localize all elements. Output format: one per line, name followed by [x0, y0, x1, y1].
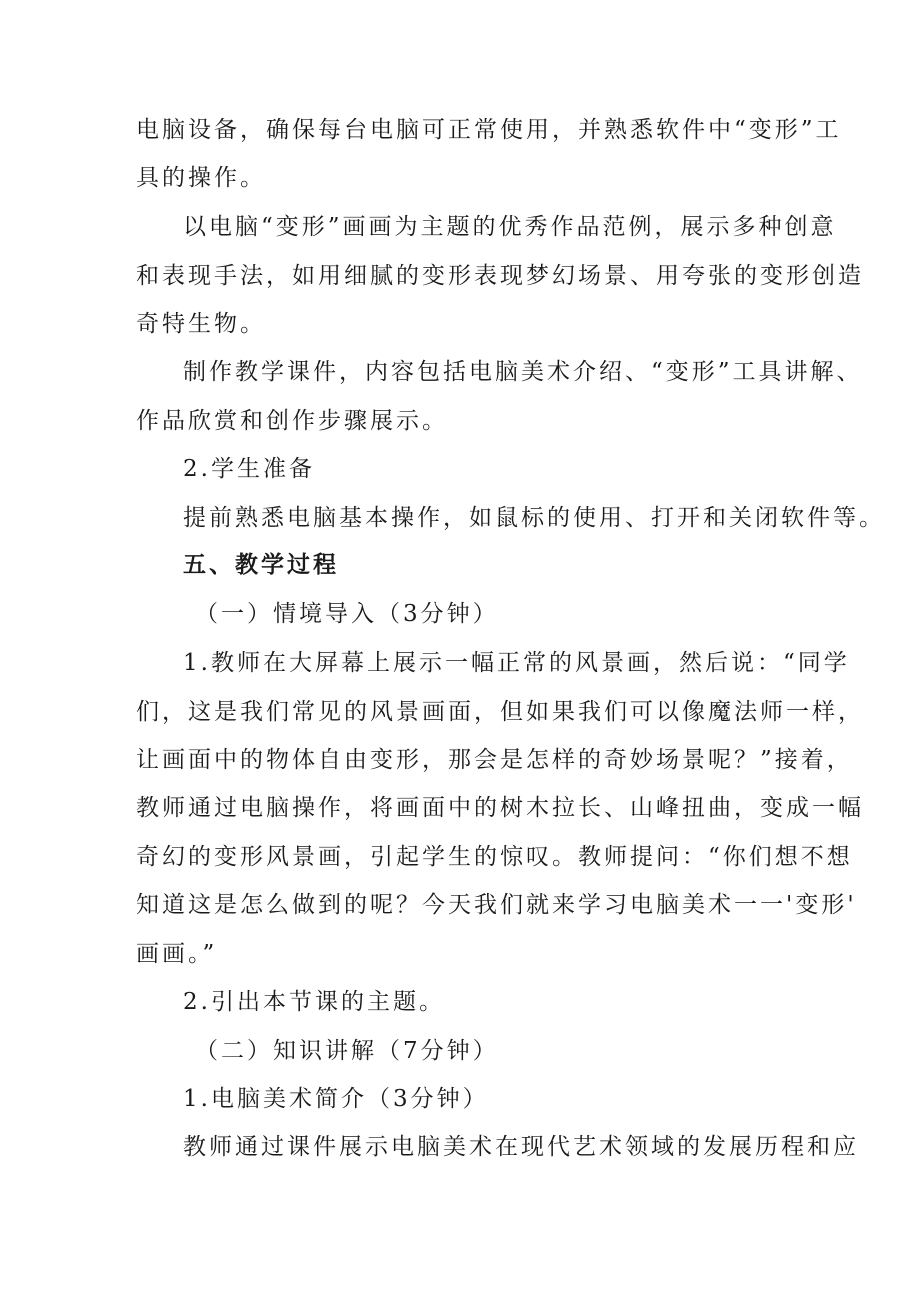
- paragraph-line: 让画面中的物体自由变形，那会是怎样的奇妙场景呢？”接着，: [136, 747, 853, 773]
- subsection-heading: （二）知识讲解（7分钟）: [195, 1038, 499, 1064]
- subsection-heading: 2.学生准备: [183, 456, 315, 482]
- paragraph-line: 以电脑“变形”画画为主题的优秀作品范例，展示多种创意: [183, 214, 837, 240]
- subsection-heading: （一）情境导入（3分钟）: [195, 601, 499, 627]
- paragraph-line: 奇幻的变形风景画，引起学生的惊叹。教师提问：“你们想不想: [136, 844, 853, 870]
- paragraph-line: 制作教学课件，内容包括电脑美术介绍、“变形”工具讲解、: [183, 359, 863, 385]
- paragraph-line: 具的操作。: [136, 165, 266, 191]
- paragraph-line: 画画。”: [136, 941, 218, 967]
- paragraph-line: 们，这是我们常见的风景画面，但如果我们可以像魔法师一样，: [136, 699, 864, 725]
- paragraph-line: 教师通过电脑操作，将画面中的树木拉长、山峰扭曲，变成一幅: [136, 795, 864, 821]
- paragraph-line: 教师通过课件展示电脑美术在现代艺术领域的发展历程和应: [183, 1134, 859, 1160]
- paragraph-line: 作品欣赏和创作步骤展示。: [136, 408, 448, 434]
- paragraph-line: 提前熟悉电脑基本操作，如鼠标的使用、打开和关闭软件等。: [183, 505, 885, 531]
- paragraph-line: 2.引出本节课的主题。: [183, 989, 445, 1015]
- paragraph-line: 知道这是怎么做到的呢？今天我们就来学习电脑美术一一'变形': [136, 892, 857, 918]
- paragraph-line: 奇特生物。: [136, 311, 266, 337]
- paragraph-line: 1.教师在大屏幕上展示一幅正常的风景画，然后说：“同学: [183, 650, 850, 676]
- paragraph-line: 和表现手法，如用细腻的变形表现梦幻场景、用夸张的变形创造: [136, 263, 864, 289]
- subsection-heading: 1.电脑美术简介（3分钟）: [183, 1086, 489, 1112]
- section-heading: 五、教学过程: [183, 552, 339, 578]
- paragraph-line: 电脑设备，确保每台电脑可正常使用，并熟悉软件中“变形”工: [136, 117, 842, 143]
